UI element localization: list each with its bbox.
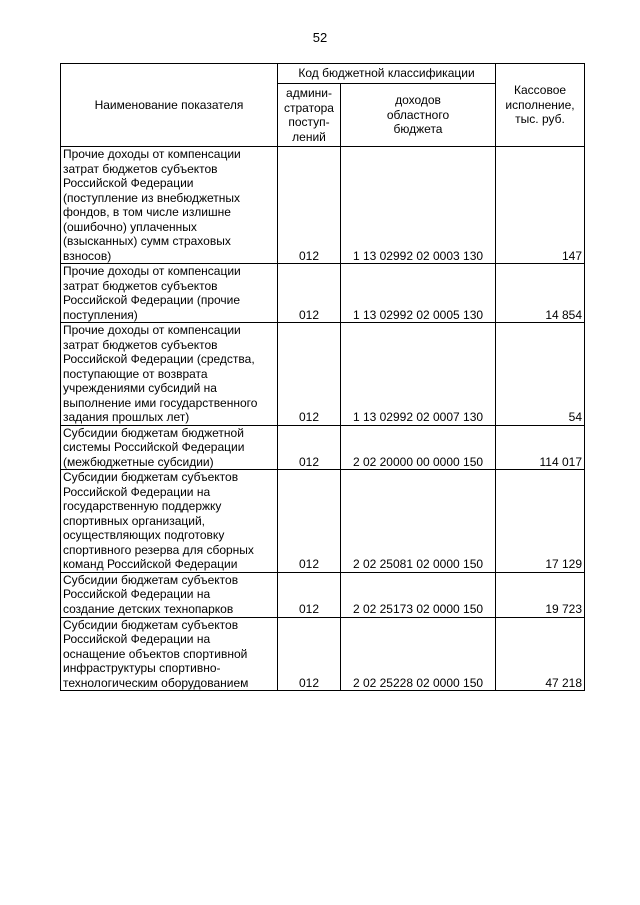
indicator-name-cell: [61, 470, 278, 573]
table-row: [61, 470, 585, 573]
indicator-name-line: Российской Федерации (средства,: [63, 352, 255, 366]
header-administrator: [278, 84, 341, 147]
indicator-name-line: Субсидии бюджетам субъектов: [63, 572, 239, 587]
income-code-cell: 2 02 25081 02 0000 150: [341, 470, 496, 573]
administrator-code-cell: 012: [278, 470, 341, 573]
indicator-name-text: [63, 426, 275, 470]
table-row: [61, 264, 585, 323]
indicator-name-text: [63, 618, 275, 691]
indicator-name-line: создание детских технопарков: [63, 601, 234, 616]
indicator-name-line: (ошибочно) уплаченных: [63, 219, 197, 234]
indicator-name-line: Российской Федерации на: [63, 632, 211, 646]
header-admin-line: админи-: [286, 86, 332, 100]
income-code-cell: 1 13 02992 02 0005 130: [341, 264, 496, 323]
administrator-code-cell: 012: [278, 264, 341, 323]
indicator-name-line: спортивного резерва для сборных: [63, 542, 254, 557]
page-number: 52: [312, 30, 328, 45]
indicator-name-line: оснащение объектов спортивной: [63, 646, 248, 661]
header-amount-line: исполнение,: [505, 97, 575, 112]
indicator-name-line: инфраструктуры спортивно-: [63, 661, 221, 675]
indicator-name-line: Российской Федерации (прочие: [63, 293, 241, 307]
indicator-name-line: Российской Федерации: [63, 176, 194, 190]
indicator-name-line: задания прошлых лет): [63, 410, 190, 424]
indicator-name-cell: [61, 147, 278, 264]
header-admin-line: поступ-: [288, 115, 330, 129]
indicator-name-line: спортивных организаций,: [63, 513, 205, 528]
indicator-name-line: фондов, в том числе излишне: [63, 205, 231, 219]
header-income-line: доходов: [395, 93, 441, 108]
administrator-code-cell: 012: [278, 617, 341, 691]
income-code-cell: 1 13 02992 02 0007 130: [341, 323, 496, 426]
cash-execution-amount-cell: 54: [496, 323, 585, 426]
indicator-name-line: взносов): [63, 248, 112, 263]
indicator-name-line: учреждениями субсидий на: [63, 381, 217, 395]
administrator-code-cell: 012: [278, 572, 341, 617]
cash-execution-amount-cell: 47 218: [496, 617, 585, 691]
header-regional-income: [341, 84, 496, 147]
table-row: [61, 572, 585, 617]
indicator-name-line: поступающие от возврата: [63, 366, 208, 381]
header-indicator-name: Наименование показателя: [61, 64, 278, 147]
table-row: [61, 147, 585, 264]
income-code-cell: 2 02 25228 02 0000 150: [341, 617, 496, 691]
indicator-name-text: [63, 573, 275, 617]
income-code-cell: 2 02 25173 02 0000 150: [341, 572, 496, 617]
administrator-code-cell: 012: [278, 147, 341, 264]
indicator-name-cell: [61, 323, 278, 426]
administrator-code-cell: 012: [278, 323, 341, 426]
header-admin-line: стратора: [284, 100, 334, 115]
indicator-name-line: затрат бюджетов субъектов: [63, 161, 218, 176]
indicator-name-line: затрат бюджетов субъектов: [63, 278, 218, 293]
indicator-name-line: системы Российской Федерации: [63, 440, 245, 454]
indicator-name-line: Субсидии бюджетам субъектов: [63, 470, 239, 484]
indicator-name-line: (поступление из внебюджетных: [63, 190, 241, 205]
indicator-name-line: выполнение ими государственного: [63, 395, 258, 410]
cash-execution-amount-cell: 19 723: [496, 572, 585, 617]
table-row: [61, 323, 585, 426]
indicator-name-line: Российской Федерации на: [63, 484, 211, 499]
budget-table: [60, 63, 585, 691]
administrator-code-cell: 012: [278, 425, 341, 470]
income-code-cell: 2 02 20000 00 0000 150: [341, 425, 496, 470]
indicator-name-line: Субсидии бюджетам субъектов: [63, 617, 239, 632]
cash-execution-amount-cell: 14 854: [496, 264, 585, 323]
table-row: [61, 425, 585, 470]
indicator-name-cell: [61, 425, 278, 470]
indicator-name-text: [63, 470, 275, 572]
indicator-name-line: поступления): [63, 307, 138, 322]
indicator-name-line: Прочие доходы от компенсации: [63, 323, 241, 337]
table-body: [61, 147, 585, 691]
income-code-cell: 1 13 02992 02 0003 130: [341, 147, 496, 264]
header-income-line: областного: [386, 107, 450, 122]
indicator-name-line: осуществляющих подготовку: [63, 528, 225, 542]
cash-execution-amount-cell: 114 017: [496, 425, 585, 470]
cash-execution-amount-cell: 147: [496, 147, 585, 264]
table-row: [61, 617, 585, 691]
indicator-name-line: Прочие доходы от компенсации: [63, 264, 241, 278]
indicator-name-line: затрат бюджетов субъектов: [63, 337, 218, 352]
header-amount-line: тыс. руб.: [515, 112, 565, 127]
indicator-name-line: Прочие доходы от компенсации: [63, 147, 241, 161]
header-amount-line: Кассовое: [513, 83, 567, 98]
indicator-name-text: [63, 147, 275, 263]
indicator-name-text: [63, 264, 275, 322]
indicator-name-line: (межбюджетные субсидии): [63, 454, 214, 469]
indicator-name-line: (взысканных) сумм страховых: [63, 234, 231, 248]
indicator-name-cell: [61, 617, 278, 691]
header-budget-classification-code: Код бюджетной классификации: [278, 64, 496, 84]
indicator-name-line: технологическим оборудованием: [63, 675, 249, 690]
indicator-name-line: государственную поддержку: [63, 499, 222, 513]
indicator-name-text: [63, 323, 275, 425]
cash-execution-amount-cell: 17 129: [496, 470, 585, 573]
indicator-name-line: Российской Федерации на: [63, 587, 211, 601]
header-cash-execution: [496, 64, 585, 147]
indicator-name-line: Субсидии бюджетам бюджетной: [63, 425, 244, 440]
indicator-name-cell: [61, 572, 278, 617]
indicator-name-cell: [61, 264, 278, 323]
indicator-name-line: команд Российской Федерации: [63, 557, 238, 571]
header-admin-line: лений: [292, 129, 326, 144]
header-income-line: бюджета: [393, 122, 443, 137]
